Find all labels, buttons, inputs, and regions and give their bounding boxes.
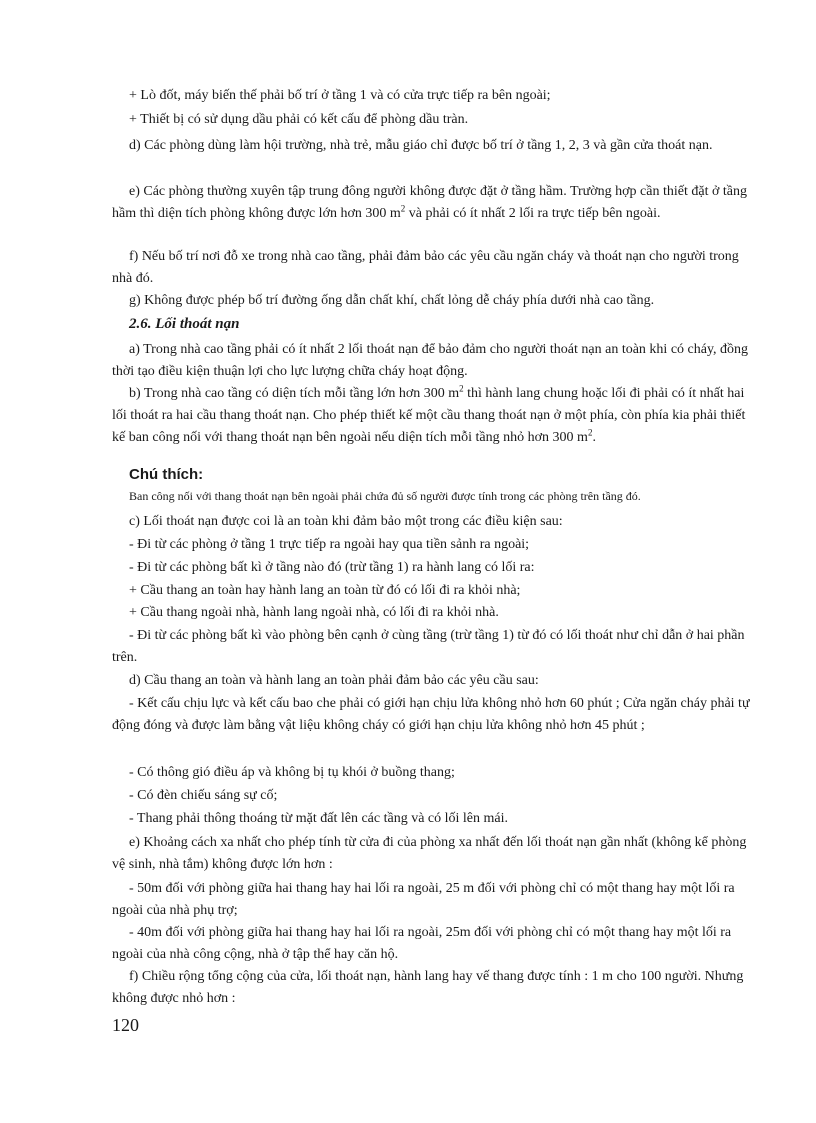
list-item: + Cầu thang an toàn hay hành lang an toàn từ đó có lối đi ra khỏi nhà; xyxy=(129,583,521,598)
paragraph-c-safe-exit: c) Lối thoát nạn được coi là an toàn khi đảm bảo một trong các điều kiện sau: xyxy=(129,514,563,529)
paragraph-d-stairs: d) Cầu thang an toàn và hành lang an toàn phải đảm bảo các yêu cầu sau: xyxy=(129,673,539,688)
paragraph-a-exits: a) Trong nhà cao tầng phải có ít nhất 2 lối thoát nạn để bảo đảm cho người thoát nạn an toàn khi có cháy, đồng thời tạo điều kiện thuận lợi cho lực lượng chữa cháy hoạt động. xyxy=(112,342,749,379)
list-item: - Có thông gió điều áp và không bị tụ khói ở buồng thang; xyxy=(129,765,455,780)
list-item: - 50m đối với phòng giữa hai thang hay hai lối ra ngoài, 25 m đối với phòng chỉ có một thang hay một lối ra ngoài của nhà phụ trợ; xyxy=(112,881,735,918)
paragraph-g-pipes: g) Không được phép bố trí đường ống dẫn chất khí, chất lỏng dễ cháy phía dưới nhà cao tầng. xyxy=(129,293,655,308)
list-item: - 40m đối với phòng giữa hai thang hay hai lối ra ngoài, 25m đối với phòng chỉ có một thang hay một lối ra ngoài của nhà công cộng, nhà ở tập thể hay căn hộ. xyxy=(112,925,732,962)
paragraph-b-corridors: b) Trong nhà cao tầng có diện tích mỗi tầng lớn hơn 300 $m^2$ thì hành lang chung hoặc lối đi phải có ít nhất hai lối thoát ra hai cầu thang thoát nạn. Cho phép thiết kế một cầu thang thoát nạn ở một phía, còn phía kia phải thiết kế ban công nối với thang thoát nạn bên ngoài nếu diện tích mỗi tầng nhỏ hơn 300 $m^2$. xyxy=(112,383,746,445)
list-item: - Có đèn chiếu sáng sự cố; xyxy=(129,788,278,803)
list-item: - Kết cấu chịu lực và kết cấu bao che phải có giới hạn chịu lửa không nhỏ hơn 60 phút ; Cửa ngăn cháy phải tự động đóng và được làm bằng vật liệu không cháy có giới hạn chịu lửa không nhỏ hơn 45 phút ; xyxy=(112,696,750,733)
list-item: + Cầu thang ngoài nhà, hành lang ngoài nhà, có lối đi ra khỏi nhà. xyxy=(129,605,499,620)
paragraph-f-width: f) Chiều rộng tổng cộng của cửa, lối thoát nạn, hành lang hay vế thang được tính : 1 m cho 100 người. Nhưng không được nhỏ hơn : xyxy=(112,969,744,1006)
paragraph-furnace: + Lò đốt, máy biến thế phải bố trí ở tầng 1 và có cửa trực tiếp ra bên ngoài; xyxy=(129,88,551,103)
list-item: - Đi từ các phòng ở tầng 1 trực tiếp ra ngoài hay qua tiền sảnh ra ngoài; xyxy=(129,537,530,552)
paragraph-oil-equipment: + Thiết bị có sử dụng dầu phải có kết cấu để phòng dầu tràn. xyxy=(129,112,469,127)
paragraph-e-distance: e) Khoảng cách xa nhất cho phép tính từ cửa đi của phòng xa nhất đến lối thoát nạn gần nhất (không kể phòng vệ sinh, nhà tắm) không được lớn hơn : xyxy=(112,835,747,872)
section-heading: 2.6. Lối thoát nạn xyxy=(129,316,240,332)
list-item: - Đi từ các phòng bất kì vào phòng bên cạnh ở cùng tầng (trừ tầng 1) từ đó có lối thoát như chỉ dẫn ở hai phần trên. xyxy=(112,628,745,665)
list-item: - Đi từ các phòng bất kì ở tầng nào đó (trừ tầng 1) ra hành lang có lối ra: xyxy=(129,560,535,575)
note-title: Chú thích: xyxy=(129,466,204,483)
paragraph-e-basement: e) Các phòng thường xuyên tập trung đông người không được đặt ở tầng hầm. Trường hợp cần thiết đặt ở tầng hầm thì diện tích phòng không được lớn hơn 300 $m^2$ và phải có ít nhất 2 lối ra trực tiếp bên ngoài. xyxy=(112,184,747,221)
list-item: - Thang phải thông thoáng từ mặt đất lên các tầng và có lối lên mái. xyxy=(129,811,508,826)
paragraph-f-parking: f) Nếu bố trí nơi đỗ xe trong nhà cao tầng, phải đảm bảo các yêu cầu ngăn cháy và thoát nạn cho người trong nhà đó. xyxy=(112,249,739,286)
note-text: Ban công nối với thang thoát nạn bên ngoài phải chứa đủ số người được tính trong các phòng trên tầng đó. xyxy=(129,489,641,503)
page-number: 120 xyxy=(112,1015,139,1035)
paragraph-d-halls: d) Các phòng dùng làm hội trường, nhà trẻ, mẫu giáo chỉ được bố trí ở tầng 1, 2, 3 và gần cửa thoát nạn. xyxy=(129,138,713,153)
